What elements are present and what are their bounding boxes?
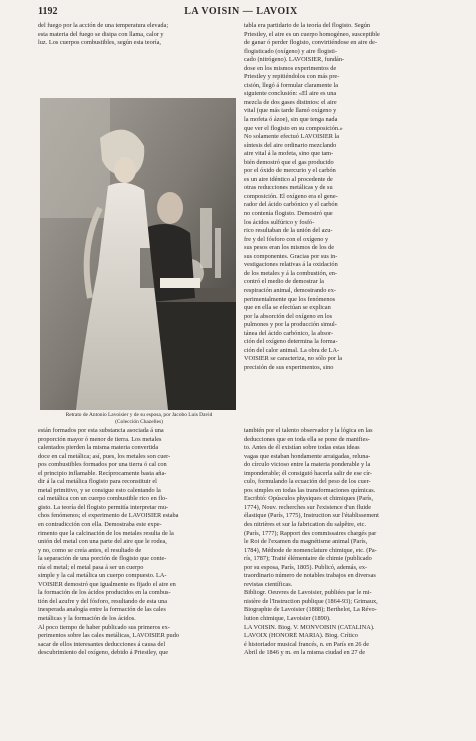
text-line: del fuego por la acción de una temperatura elevada; xyxy=(38,22,169,29)
text-line: metal primitivo, y se consigue esto calentando la xyxy=(38,486,161,494)
text-line: simple y la cal metálica un cuerpo compuesto. LA- xyxy=(38,572,167,580)
text-line: en contradicción con ella. Demostraba este expe- xyxy=(38,521,162,529)
text-line: están formados por esta substancia asociada á una xyxy=(38,427,164,434)
text-line: el principio inflamable. Recíprocamente basta aña- xyxy=(38,469,167,477)
text-line: rimento que la calcinación de los metales resulta de la xyxy=(38,529,174,537)
left-column-top xyxy=(38,22,238,48)
text-line: culo, formulando la ecuación del peso de los cuer- xyxy=(244,478,371,486)
text-line: imponderable; él consiguió hacerla salir de ese cír- xyxy=(244,469,373,477)
text-line: rico resultaban de la unión del azu- xyxy=(244,227,333,235)
page-number: 1192 xyxy=(38,6,58,17)
portrait-engraving xyxy=(40,98,236,410)
text-line: le Roi de l'examen du magnétisme animal (París, xyxy=(244,538,368,546)
text-line: é historiador musical francés, n. en París en 26 de xyxy=(244,640,370,648)
text-line: VOISIER demostró que igualmente es fijado el aire en xyxy=(38,580,176,588)
text-line: perimentalmente que los fenómenos xyxy=(244,295,336,303)
text-line: 1784), Méthode de nomenclature chimique, etc. (Pa- xyxy=(244,546,377,554)
text-line: precisión de sus experimentos, sino xyxy=(244,363,334,371)
text-line: la separación de una porción de flogisto que conte- xyxy=(38,555,167,563)
text-line: flogisticado (oxígeno) y aire flogisti- xyxy=(244,47,338,55)
text-line: luz. Los cuerpos combustibles, según esta teoría, xyxy=(38,39,161,47)
text-line: dir á la cal metálica flogisto para reconstituir el xyxy=(38,478,157,486)
text-line: la formación de los ácidos producidos en la combus- xyxy=(38,589,171,597)
text-line: mezcla de dos gases distintos: el aire xyxy=(244,98,337,106)
text-line: chos fenómenos; el experimento de LAVOISIER estaba xyxy=(38,512,179,520)
left-column-bottom xyxy=(38,427,238,658)
text-line: esta materia del fuego se disipa con llama, calor y xyxy=(38,30,164,38)
text-line: sus pesos eran los mismos de los de xyxy=(244,244,335,252)
text-line: lution chimique, Lavoisier (1890). xyxy=(244,615,331,623)
text-line: élastique (París, 1775), Instruction sur l'établissement xyxy=(244,512,379,520)
text-line: de ganar ó perder flogisto, convirtiéndose en aire de- xyxy=(244,39,378,47)
text-line: cal metálica con un cuerpo combustible rico en flo- xyxy=(38,495,168,503)
text-line: dose en los mismos experimentos de xyxy=(244,64,337,72)
text-line: cado (nitrógeno). LAVOISIER, fundán- xyxy=(244,56,345,64)
text-line: Abril de 1846 y m. en la misma ciudad en 27 de xyxy=(244,649,366,657)
text-line: pos simples en todas las transformaciones químicas. xyxy=(244,486,376,494)
text-line: tión del azufre y del fósforo, resultando de esta una xyxy=(38,597,168,605)
text-line: tabla era partidario de la teoría del flogisto. Según xyxy=(244,22,371,29)
text-line: ción del calor animal. La obra de LA- xyxy=(244,346,340,354)
text-line: por el óxido de mercurio y el carbón xyxy=(244,167,336,175)
text-line: vital (que más tarde llamó oxígeno y xyxy=(244,107,337,115)
caption-line: Retrato de Antonio Lavoisier y de su esposa, por Jacobo Luis David xyxy=(65,412,213,418)
caption-line: (Colección Chazelles) xyxy=(115,419,163,425)
text-line: aire vital á la mofeta, sino que tam- xyxy=(244,150,334,158)
text-line: descubrimiento del oxígeno, debido á Priestley, que xyxy=(38,649,169,657)
text-line: do círculo vicioso entre la materia ponderable y la xyxy=(244,461,371,469)
figure-caption xyxy=(38,412,240,426)
running-title: LA VOISIN — LAVOIX xyxy=(184,6,298,17)
text-line: cisión, llegó á formular claramente la xyxy=(244,81,339,89)
text-line: que en ella se efectúan se explican xyxy=(244,304,331,312)
text-line: respiración animal, demostrando ex- xyxy=(244,286,336,294)
text-line: síntesis del aire ordinario mezclando xyxy=(244,141,337,149)
text-line: también por el talento observador y la lógica en las xyxy=(244,427,373,434)
text-line: nistère de l'Instruction publique (1864-93); Grimaux, xyxy=(244,597,378,605)
text-line: No solamente efectuó LAVOISIER la xyxy=(244,133,340,141)
text-line: es un aire idéntico al procedente de xyxy=(244,175,333,183)
text-line: ción del oxígeno determina la forma- xyxy=(244,338,338,346)
text-line: LAVOIX (HONORÉ MARIA). Biog. Crítico xyxy=(244,632,358,640)
text-line: composición. El oxígeno era el gene- xyxy=(244,192,338,200)
text-line: por su esposa, París, 1805). Publicó, además, ex- xyxy=(244,563,368,571)
text-line: tánea del ácido carbónico, la absor- xyxy=(244,329,334,337)
text-line: siguiente conclusión: «El aire es una xyxy=(244,90,337,98)
text-line: sus componentes. Gracias por sus in- xyxy=(244,252,338,260)
text-line: de los metales y á la combustión, en- xyxy=(244,269,338,277)
text-line: vestigaciones relativas á la oxidación xyxy=(244,261,338,269)
right-column-bottom xyxy=(244,427,442,658)
text-line: traordinario número de notables trabajos en diversas xyxy=(244,572,376,580)
text-line: la mofeta ó ázoe), sin que tenga nada xyxy=(244,116,338,124)
text-line: no contenía flogisto. Demostró que xyxy=(244,210,333,218)
text-line: doce en cal metálica; así, pues, los metales son cuer- xyxy=(38,452,171,460)
text-line: Biographie de Lavoisier (1888); Berthelot, La Révo- xyxy=(244,606,377,614)
text-line: Bibliogr. Oeuvres de Lavoisier, publiées par le mi- xyxy=(244,589,372,597)
text-line: gisto. La teoría del flogisto permitía interpretar mu- xyxy=(38,503,169,511)
text-line: que ver el flogisto en su composición.» xyxy=(244,124,343,132)
text-line: Escribió: Opúsculos physiques et chimiques (París, xyxy=(244,495,374,503)
text-line: des nitrières et sur la fabrication du salpêtre, etc. xyxy=(244,521,367,529)
text-line: otras reducciones metálicas y de su xyxy=(244,184,333,192)
text-line: perimentos sobre las cales metálicas, LAVOISIER pudo xyxy=(38,632,180,640)
text-line: VOISIER se caracteriza, no sólo por la xyxy=(244,355,343,363)
text-line: Priestley, el aire es un cuerpo homogéneo, susceptible xyxy=(244,30,380,38)
text-line: vagas que estaban hondamente arraigadas, reluna- xyxy=(244,452,371,460)
text-line: sacar de ellos interesantes deducciones á causa del xyxy=(38,640,166,648)
text-line: rador del ácido carbónico y el carbón xyxy=(244,201,338,209)
text-line: deducciones que en toda ella se pone de manifies- xyxy=(244,435,370,443)
text-line: nía el metal; el metal pasa á ser un cuerpo xyxy=(38,563,144,571)
text-line: 1774), Nouv. recherches sur l'existence d'un fluide xyxy=(244,503,372,511)
text-line: proporción mayor ó menor de tierra. Los metales xyxy=(38,435,162,443)
text-line: LA VOISIN. Biog. V. MONVOISIN (CATALINA). xyxy=(244,623,375,631)
text-line: contró el medio de demostrar la xyxy=(244,278,324,286)
text-line: unión del metal con una parte del aire que le rodea, xyxy=(38,538,167,546)
text-line: (París, 1777); Rapport des commissaires chargés par xyxy=(244,529,377,537)
text-line: bién demostró que el gas producido xyxy=(244,158,334,166)
text-line: inesperada analogía entre la formación de las cales xyxy=(38,606,166,614)
page-header xyxy=(38,6,444,20)
text-line: pulmones y por la producción simul- xyxy=(244,321,337,329)
text-line: los ácidos sulfúrico y fosfó- xyxy=(244,218,315,226)
text-line: calentados pierden la misma materia convertida xyxy=(38,444,159,452)
text-line: fre y del fósforo con el oxígeno y xyxy=(244,235,329,243)
text-line: Al poco tiempo de haber publicado sus primeros ex- xyxy=(38,623,170,631)
text-line: y no, como se creía antes, el resultado de xyxy=(38,546,142,554)
text-line: pos combustibles formados por una tierra ó cal con xyxy=(38,461,167,469)
text-line: to. Antes de él existían sobre todas estas ideas xyxy=(244,444,360,452)
text-line: metálicas y la formación de los ácidos. xyxy=(38,615,136,623)
right-column-top xyxy=(244,22,442,372)
text-line: rís, 1787); Traité élémentaire de chimie (publicado xyxy=(244,555,372,563)
text-line: Priestley y repitiéndolos con más pre- xyxy=(244,73,340,81)
text-line: revistas científicas. xyxy=(244,580,293,588)
text-line: por la absorción del oxígeno en los xyxy=(244,312,333,320)
